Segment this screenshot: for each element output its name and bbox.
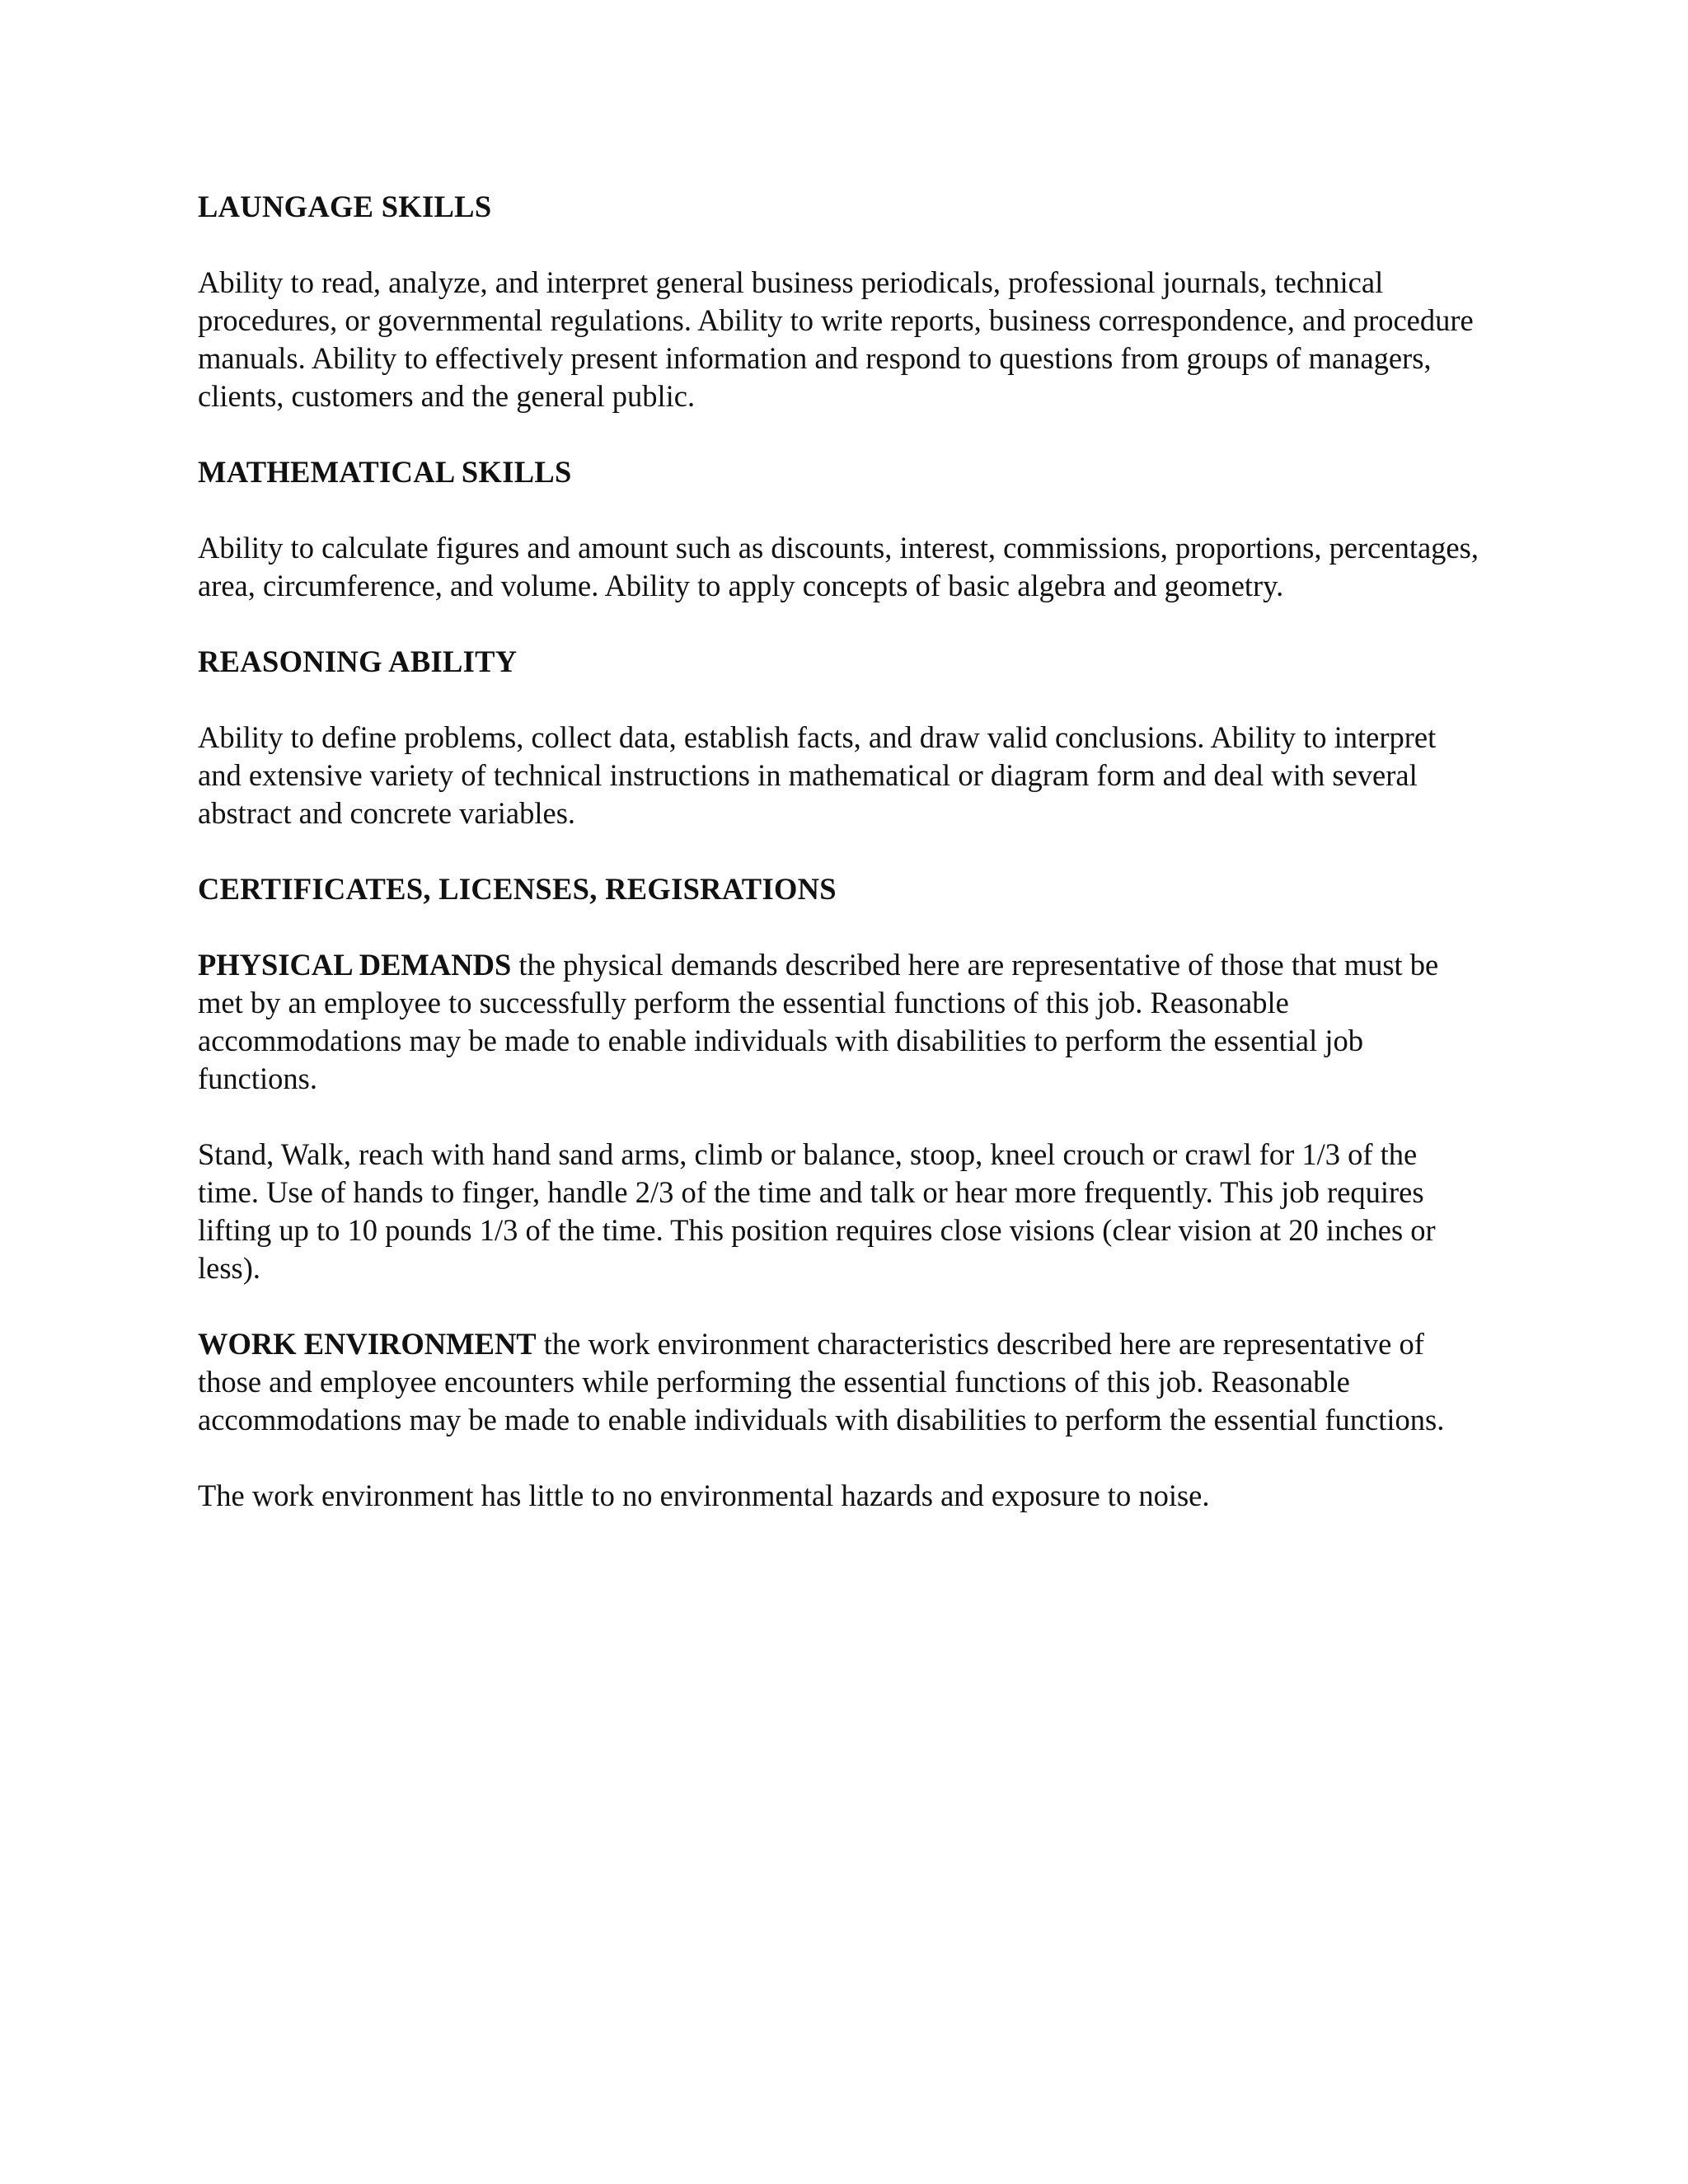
physical-demands-heading: PHYSICAL DEMANDS — [198, 948, 512, 982]
section-heading-certificates: CERTIFICATES, LICENSES, REGISRATIONS — [198, 872, 837, 906]
work-environment-paragraph — [198, 1325, 1484, 1439]
work-environment-text: the work environment characteristics described here are representative of those and employee encounters while performing the essential functions of this job. Reasonable accommodations may be made to enable individuals with disabilities to perform the essential functions. — [198, 1327, 1445, 1436]
physical-demands-text: the physical demands described here are representative of those that must be met by an employee to successfully perform the essential functions of this job. Reasonable accommodations may be made to enable individuals with disabilities to perform the essential job functions. — [198, 948, 1439, 1095]
section-text-language-skills: Ability to read, analyze, and interpret general business periodicals, professional journals, technical procedures, or governmental regulations. Ability to write reports, business correspondence, and procedure manuals. Ability to effectively present information and respond to questions from groups of managers, clients, customers and the general public. — [198, 265, 1474, 413]
work-environment-detail: The work environment has little to no environmental hazards and exposure to noise. — [198, 1479, 1210, 1512]
section-text-mathematical-skills: Ability to calculate figures and amount such as discounts, interest, commissions, proportions, percentages, area, circumference, and volume. Ability to apply concepts of basic algebra and geometry. — [198, 531, 1479, 602]
section-heading-language-skills: LAUNGAGE SKILLS — [198, 190, 492, 223]
section-text-reasoning-ability: Ability to define problems, collect data, establish facts, and draw valid conclusions. Ability to interpret and extensive variety of technical instructions in mathematical or diagram form and deal with several abstract and concrete variables. — [198, 720, 1437, 830]
document-body — [198, 188, 1484, 1553]
work-environment-heading: WORK ENVIRONMENT — [198, 1327, 537, 1361]
physical-demands-detail: Stand, Walk, reach with hand sand arms, climb or balance, stoop, kneel crouch or crawl for 1/3 of the time. Use of hands to finger, handle 2/3 of the time and talk or hear more frequently. This job requires lifting up to 10 pounds 1/3 of the time. This position requires close visions (clear vision at 20 inches or less). — [198, 1137, 1436, 1285]
physical-demands-paragraph — [198, 946, 1484, 1098]
section-heading-mathematical-skills: MATHEMATICAL SKILLS — [198, 455, 572, 489]
section-heading-reasoning-ability: REASONING ABILITY — [198, 644, 518, 678]
